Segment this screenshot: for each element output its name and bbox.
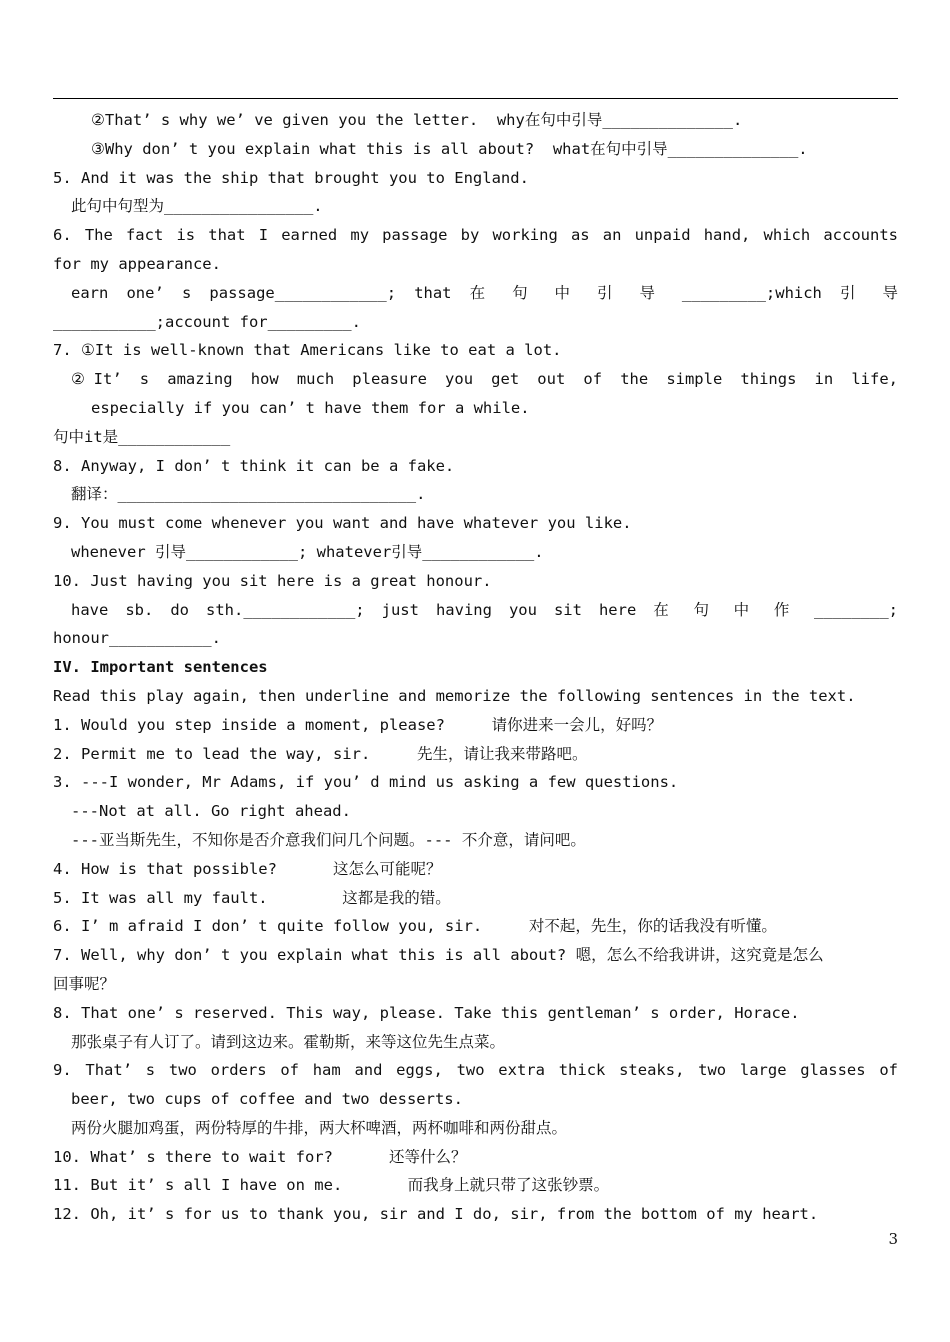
text-line: 两份火腿加鸡蛋，两份特厚的牛排，两大杯啤酒，两杯咖啡和两份甜点。 [71,1118,568,1137]
text-line: 5. And it was the ship that brought you to England. [53,168,529,187]
page-number: 3 [888,1230,898,1248]
text-line: ---亚当斯先生，不知你是否介意我们问几个问题。--- 不介意，请问吧。 [71,830,586,849]
text-line: 3. ---I wonder, Mr Adams, if you’ d mind us asking a few questions. [53,773,679,792]
text-line: earn one’ s passage____________; that 在 句 中 引 导 _________;which 引 导 [71,283,898,302]
text-line: 那张桌子有人订了。请到这边来。霍勒斯，来等这位先生点菜。 [71,1032,506,1051]
text-line: 10. What’ s there to wait for? 还等什么？ [53,1147,467,1166]
text-line: 6. The fact is that I earned my passage by working as an unpaid hand, which accounts [53,226,898,245]
text-line: 9. You must come whenever you want and have whatever you like. [53,514,632,533]
text-line: 8. That one’ s reserved. This way, please. Take this gentleman’ s order, Horace. [53,1003,800,1022]
text-line: 7. ①It is well-known that Americans like to eat a lot. [53,341,562,360]
text-line: especially if you can’ t have them for a while. [91,398,530,417]
text-line: ---Not at all. Go right ahead. [71,802,351,821]
text-line: beer, two cups of coffee and two desserts. [71,1090,463,1109]
text-line: have sb. do sth.____________; just having you sit here 在 句 中 作 ________; [71,600,898,619]
text-line: Read this play again, then underline and memorize the following sentences in the text. [53,686,856,705]
text-line: 8. Anyway, I don’ t think it can be a fake. [53,456,455,475]
text-line: 11. But it’ s all I have on me. 而我身上就只带了这张钞票。 [53,1176,610,1195]
text-line: ③Why don’ t you explain what this is all about? what在句中引导______________. [91,139,808,158]
text-line: 4. How is that possible? 这怎么可能呢？ [53,859,442,878]
text-line: 6. I’ m afraid I don’ t quite follow you, sir. 对不起，先生，你的话我没有听懂。 [53,917,777,936]
text-line: 句中it是____________ [53,427,231,446]
text-line: 1. Would you step inside a moment, please? 请你进来一会儿，好吗？ [53,715,663,734]
text-line: ②It’ s amazing how much pleasure you get out of the simple things in life, [71,370,898,389]
text-line: 2. Permit me to lead the way, sir. 先生，请让我来带路吧。 [53,744,588,763]
header-rule [53,98,898,99]
text-line: 7. Well, why don’ t you explain what this is all about? 嗯，怎么不给我讲讲，这究竟是怎么 [53,946,824,965]
text-line: for my appearance. [53,254,221,273]
text-line: 10. Just having you sit here is a great honour. [53,571,492,590]
text-line: 翻译：________________________________. [71,485,426,504]
text-line: ②That’ s why we’ ve given you the letter. why在句中引导______________. [91,111,743,129]
text-line: 12. Oh, it’ s for us to thank you, sir and I do, sir, from the bottom of my heart. [53,1205,819,1224]
document-body [53,106,898,1229]
text-line: whenever 引导____________; whatever引导____________. [71,542,544,561]
text-line: ___________;account for_________. [53,312,361,331]
section-heading: IV. Important sentences [53,658,268,677]
text-line: 此句中句型为________________. [71,197,323,216]
text-line: honour___________. [53,629,221,648]
text-line: 回事呢？ [53,974,116,993]
text-line: 5. It was all my fault. 这都是我的错。 [53,888,451,907]
text-line: 9. That’ s two orders of ham and eggs, two extra thick steaks, two large glasses of [53,1061,898,1080]
